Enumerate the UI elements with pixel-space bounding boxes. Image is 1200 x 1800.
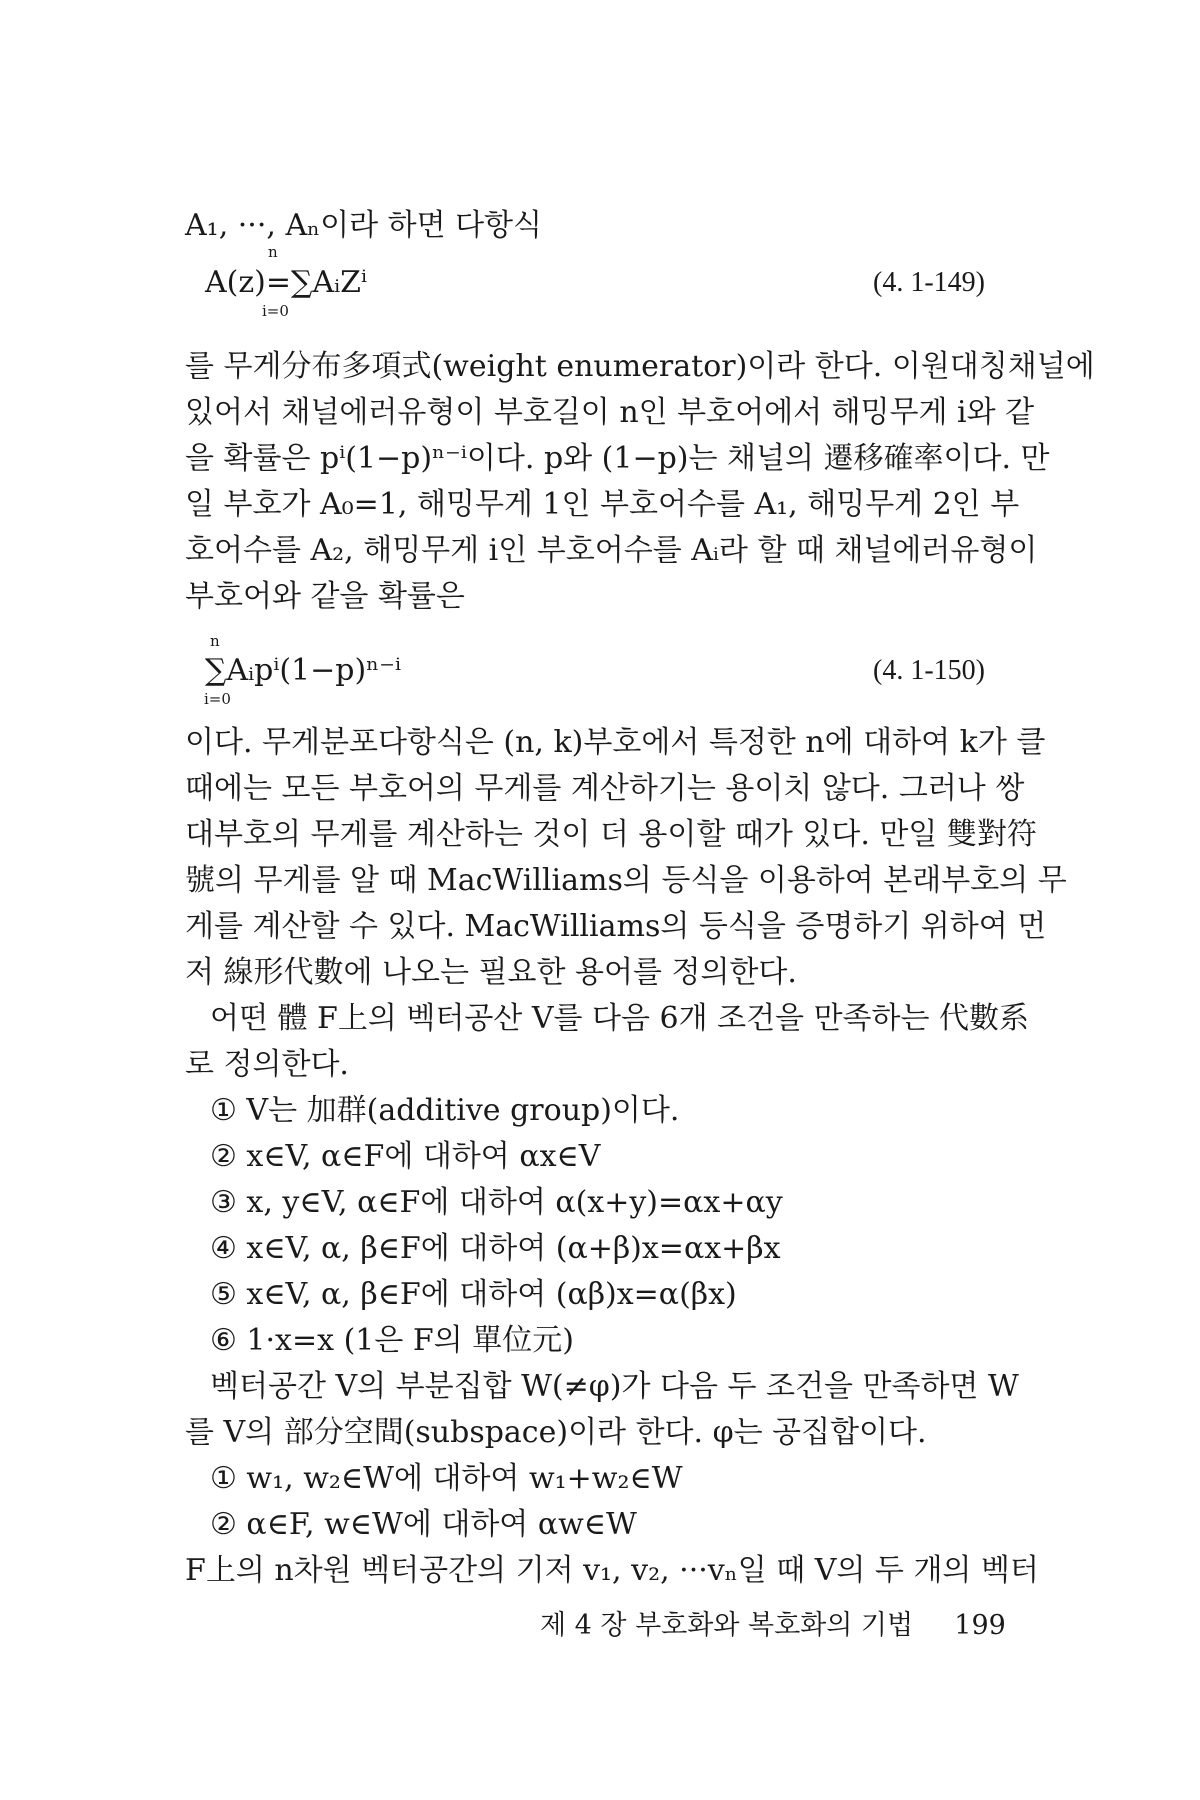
text-line-2: 를 무게分布多項式(weight enumerator)이라 한다. 이원대칭채널에 <box>185 349 1095 384</box>
equation-number-150: (4. 1-150) <box>873 655 985 686</box>
vector-space-condition-6: ⑥ 1·x=x (1은 F의 單位元) <box>210 1323 574 1358</box>
text-line-11: 號의 무게를 알 때 MacWilliams의 등식을 이용하여 본래부호의 무 <box>185 863 1067 898</box>
subspace-condition-2: ② α∈F, w∈W에 대하여 αw∈W <box>210 1507 637 1542</box>
sum-upper-limit: n <box>210 632 220 650</box>
equation-4-1-149: A(z)=∑AᵢZⁱ <box>205 265 368 300</box>
equation-number-149: (4. 1-149) <box>873 267 985 298</box>
text-line-8: 이다. 무게분포다항식은 (n, k)부호에서 특정한 n에 대하여 k가 클 <box>185 725 1046 760</box>
running-chapter-title: 제 4 장 부호화와 복호화의 기법 <box>540 1610 914 1641</box>
text-line-4: 을 확률은 pⁱ(1−p)ⁿ⁻ⁱ이다. p와 (1−p)는 채널의 遷移確率이다. 만 <box>185 441 1050 476</box>
vector-space-condition-2: ② x∈V, α∈F에 대하여 αx∈V <box>210 1139 601 1174</box>
text-line-14: 어떤 體 F上의 벡터공산 V를 다음 6개 조건을 만족하는 代數系 <box>210 1001 1030 1036</box>
text-line-5: 일 부호가 A₀=1, 해밍무게 1인 부호어수를 A₁, 해밍무게 2인 부 <box>185 487 1020 522</box>
text-line-9: 때에는 모든 부호어의 무게를 계산하기는 용이치 않다. 그러나 쌍 <box>185 771 1025 806</box>
text-line-6: 호어수를 A₂, 해밍무게 i인 부호어수를 Aᵢ라 할 때 채널에러유형이 <box>185 533 1038 568</box>
text-line-13: 저 線形代數에 나오는 필요한 용어를 정의한다. <box>185 955 797 990</box>
vector-space-condition-1: ① V는 加群(additive group)이다. <box>210 1093 680 1128</box>
sum-lower-limit: i=0 <box>204 690 231 708</box>
text-line-15: 로 정의한다. <box>185 1047 349 1082</box>
text-line-23: 를 V의 部分空間(subspace)이라 한다. φ는 공집합이다. <box>185 1415 927 1450</box>
text-line-26: F上의 n차원 벡터공간의 기저 v₁, v₂, ···vₙ일 때 V의 두 개의 벡터 <box>185 1553 1039 1588</box>
text-line-12: 게를 계산할 수 있다. MacWilliams의 등식을 증명하기 위하여 먼 <box>185 909 1047 944</box>
text-line-3: 있어서 채널에러유형이 부호길이 n인 부호어에서 해밍무게 i와 같 <box>185 395 1035 430</box>
text-line-22: 벡터공간 V의 부분집합 W(≠φ)가 다음 두 조건을 만족하면 W <box>210 1369 1019 1404</box>
vector-space-condition-5: ⑤ x∈V, α, β∈F에 대하여 (αβ)x=α(βx) <box>210 1277 737 1312</box>
page-footer <box>540 1606 1006 1646</box>
sum-lower-limit: i=0 <box>262 302 289 320</box>
sum-upper-limit: n <box>268 243 278 261</box>
vector-space-condition-3: ③ x, y∈V, α∈F에 대하여 α(x+y)=αx+αy <box>210 1185 783 1220</box>
page-number: 199 <box>954 1610 1006 1641</box>
vector-space-condition-4: ④ x∈V, α, β∈F에 대하여 (α+β)x=αx+βx <box>210 1231 781 1266</box>
equation-4-1-150: ∑Aᵢpⁱ(1−p)ⁿ⁻ⁱ <box>205 653 402 688</box>
text-line-1: A₁, ···, Aₙ이라 하면 다항식 <box>185 208 543 243</box>
text-line-7: 부호어와 같을 확률은 <box>185 579 465 614</box>
text-line-10: 대부호의 무게를 계산하는 것이 더 용이할 때가 있다. 만일 雙對符 <box>185 817 1037 852</box>
subspace-condition-1: ① w₁, w₂∈W에 대하여 w₁+w₂∈W <box>210 1461 683 1496</box>
